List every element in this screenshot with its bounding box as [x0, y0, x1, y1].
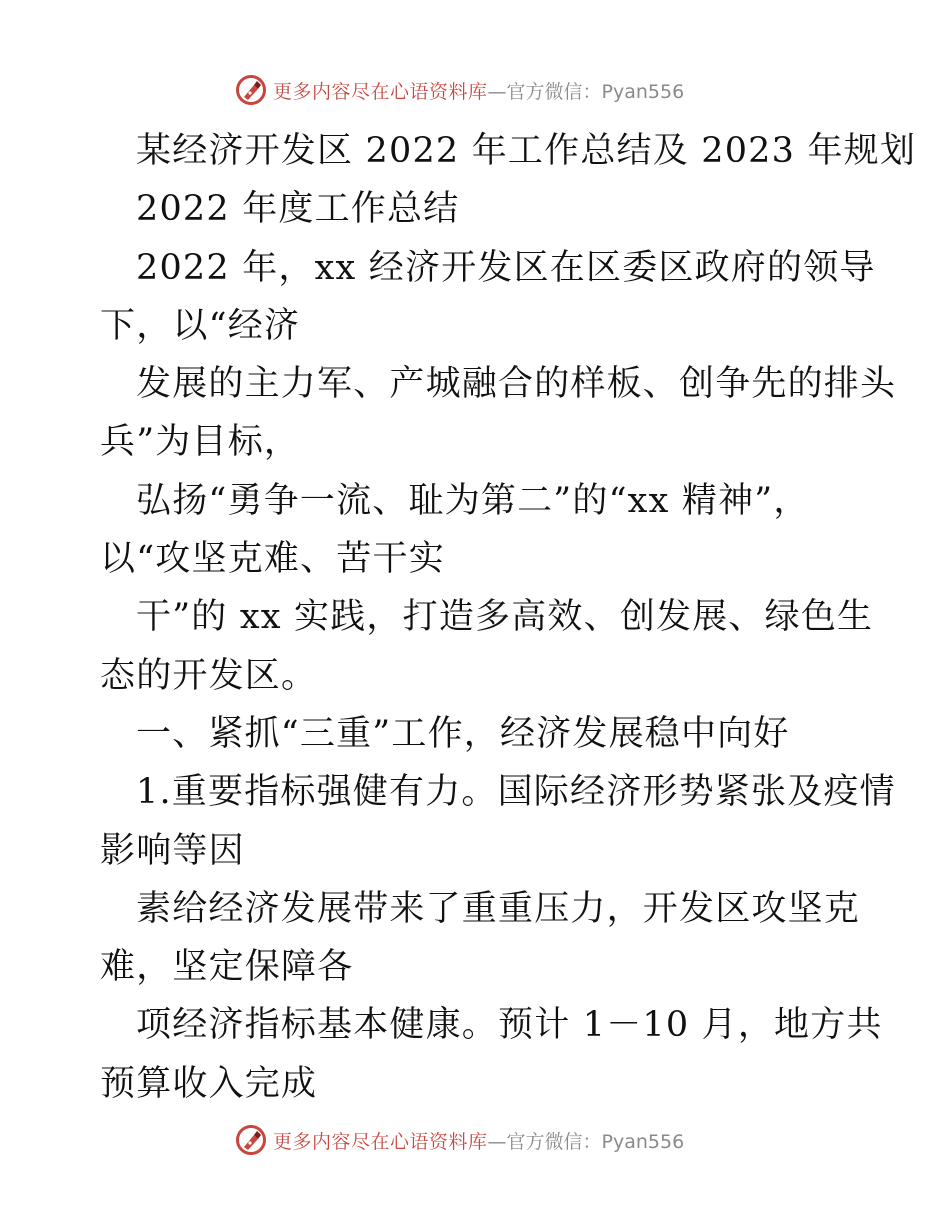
watermark-site-text: 更多内容尽在心语资料库 [273, 1130, 488, 1153]
watermark-header [235, 73, 684, 107]
paragraph-line: 项经济指标基本健康。预计 1－10 月，地方共 [136, 1005, 883, 1046]
paragraph-line: 2022 年，xx 经济开发区在区委区政府的领导 [136, 247, 876, 288]
paragraph-line: 弘扬“勇争一流、耻为第二”的“xx 精神”， [136, 480, 810, 521]
paragraph-line: 预算收入完成 [100, 1063, 318, 1104]
watermark-footer [235, 1123, 684, 1157]
paragraph-line: 态的开发区。 [100, 655, 318, 696]
paragraph-line: 兵”为目标， [100, 422, 301, 463]
document-title: 某经济开发区 2022 年工作总结及 2023 年规划 [136, 131, 917, 171]
section-heading: 一、紧抓“三重”工作，经济发展稳中向好 [136, 713, 790, 754]
pen-nib-circle-icon [235, 74, 267, 106]
section-heading: 2022 年度工作总结 [136, 189, 460, 230]
paragraph-line: 1.重要指标强健有力。国际经济形势紧张及疫情 [136, 772, 896, 813]
paragraph-line: 难，坚定保障各 [100, 947, 354, 988]
paragraph-line: 以“攻坚克难、苦干实 [100, 539, 445, 580]
watermark-contact-text: —官方微信：Pyan556 [487, 80, 685, 103]
paragraph-line: 发展的主力军、产城融合的样板、创争先的排头 [136, 364, 897, 405]
paragraph-line: 影响等因 [100, 830, 245, 871]
document-body [100, 122, 917, 1113]
paragraph-line: 干”的 xx 实践，打造多高效、创发展、绿色生 [136, 597, 874, 638]
watermark-contact-text: —官方微信：Pyan556 [487, 1130, 685, 1153]
pen-nib-circle-icon [235, 1124, 267, 1156]
paragraph-line: 下，以“经济 [100, 305, 301, 346]
watermark-site-text: 更多内容尽在心语资料库 [273, 80, 488, 103]
paragraph-line: 素给经济发展带来了重重压力，开发区攻坚克 [136, 888, 861, 929]
